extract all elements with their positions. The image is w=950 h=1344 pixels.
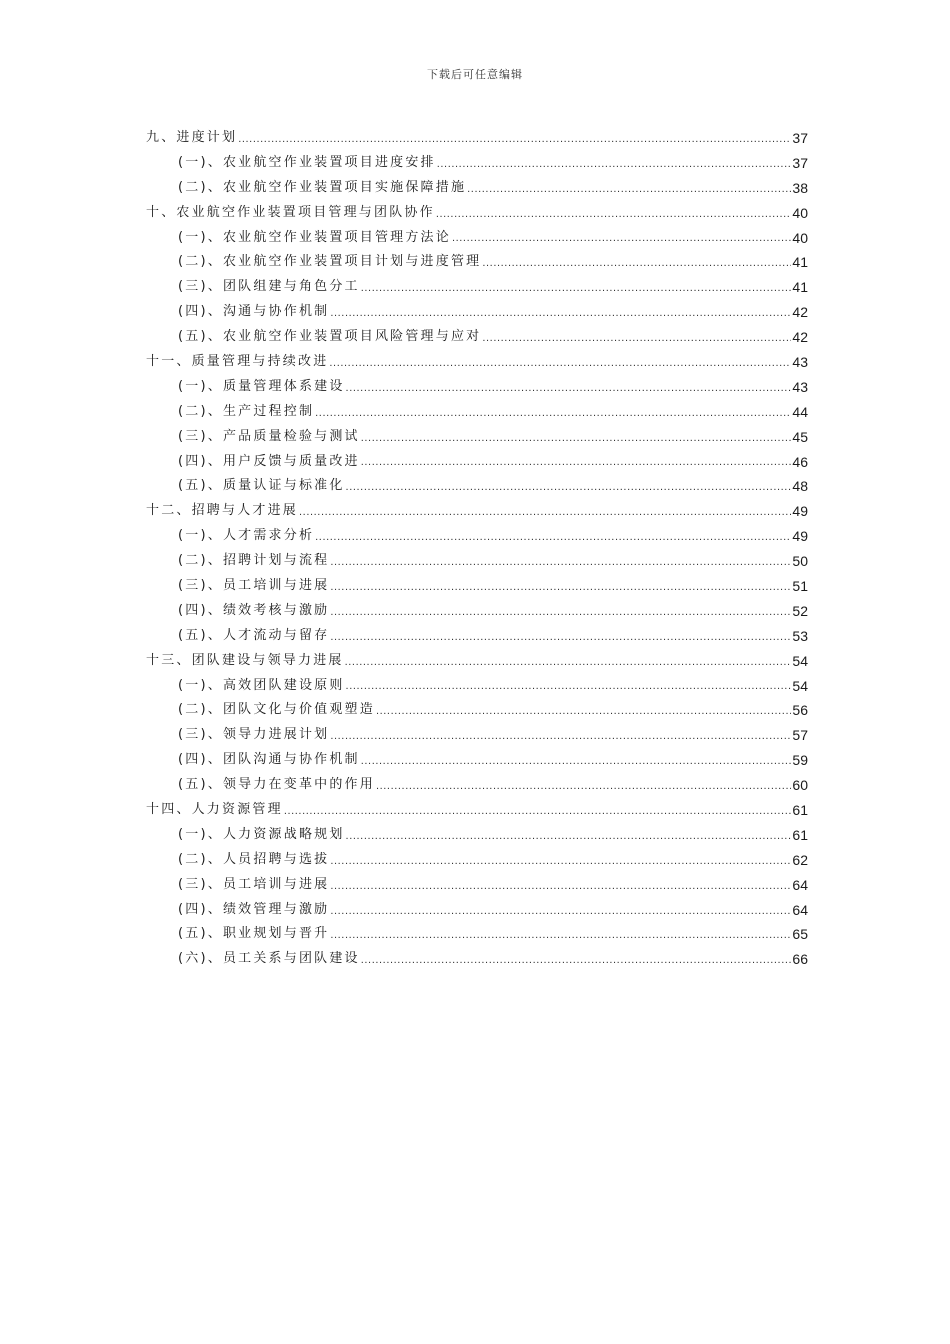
toc-section-entry[interactable]: [146, 773, 808, 798]
toc-dot-leader: [330, 599, 791, 624]
toc-dot-leader: [482, 250, 791, 275]
toc-chapter-entry[interactable]: [146, 499, 808, 524]
toc-page-number: 50: [792, 553, 808, 570]
toc-entry-title: (四)、绩效考核与激励: [178, 602, 330, 618]
toc-page-number: 48: [792, 478, 808, 495]
toc-section-entry[interactable]: [146, 674, 808, 699]
toc-page-number: 49: [792, 503, 808, 520]
toc-entry-title: (四)、团队沟通与协作机制: [178, 752, 360, 768]
toc-dot-leader: [436, 201, 792, 226]
toc-section-entry[interactable]: [146, 848, 808, 873]
toc-chapter-entry[interactable]: [146, 649, 808, 674]
toc-dot-leader: [482, 325, 791, 350]
toc-section-entry[interactable]: [146, 574, 808, 599]
toc-section-entry[interactable]: [146, 723, 808, 748]
toc-dot-leader: [346, 674, 792, 699]
toc-page-number: 54: [792, 677, 808, 694]
toc-page-number: 64: [792, 901, 808, 918]
toc-section-entry[interactable]: [146, 947, 808, 972]
toc-section-entry[interactable]: [146, 300, 808, 325]
toc-page-number: 38: [792, 179, 808, 196]
toc-entry-title: (一)、农业航空作业装置项目管理方法论: [178, 229, 451, 245]
toc-dot-leader: [346, 474, 792, 499]
toc-page-number: 43: [792, 378, 808, 395]
toc-section-entry[interactable]: [146, 226, 808, 251]
toc-entry-title: (二)、团队文化与价值观塑造: [178, 702, 375, 718]
toc-section-entry[interactable]: [146, 250, 808, 275]
toc-page-number: 45: [792, 428, 808, 445]
toc-entry-title: (五)、领导力在变革中的作用: [178, 777, 375, 793]
toc-dot-leader: [299, 499, 791, 524]
toc-dot-leader: [330, 300, 791, 325]
toc-dot-leader: [330, 549, 791, 574]
toc-entry-title: (三)、员工培训与进展: [178, 578, 330, 594]
toc-entry-title: (一)、人才需求分析: [178, 528, 315, 544]
toc-page-number: 64: [792, 876, 808, 893]
toc-page-number: 42: [792, 304, 808, 321]
toc-section-entry[interactable]: [146, 524, 808, 549]
toc-dot-leader: [315, 524, 791, 549]
toc-entry-title: (二)、招聘计划与流程: [178, 553, 330, 569]
toc-page-number: 56: [792, 702, 808, 719]
toc-chapter-entry[interactable]: [146, 350, 808, 375]
toc-chapter-entry[interactable]: [146, 201, 808, 226]
toc-dot-leader: [361, 947, 792, 972]
toc-dot-leader: [329, 350, 791, 375]
toc-section-entry[interactable]: [146, 549, 808, 574]
toc-page-number: 59: [792, 752, 808, 769]
toc-section-entry[interactable]: [146, 450, 808, 475]
toc-page-number: 49: [792, 528, 808, 545]
toc-dot-leader: [361, 450, 792, 475]
toc-page-number: 42: [792, 329, 808, 346]
toc-entry-title: (一)、质量管理体系建设: [178, 378, 345, 394]
toc-page-number: 65: [792, 926, 808, 943]
toc-dot-leader: [330, 723, 791, 748]
toc-entry-title: (一)、人力资源战略规划: [178, 826, 345, 842]
toc-entry-title: (二)、生产过程控制: [178, 403, 315, 419]
toc-section-entry[interactable]: [146, 176, 808, 201]
page-header-note: 下载后可任意编辑: [427, 68, 523, 81]
toc-entry-title: 十一、质量管理与持续改进: [146, 354, 329, 369]
toc-dot-leader: [437, 151, 792, 176]
toc-dot-leader: [238, 126, 791, 151]
toc-dot-leader: [330, 624, 791, 649]
toc-dot-leader: [330, 873, 791, 898]
toc-dot-leader: [346, 823, 792, 848]
toc-page-number: 46: [792, 453, 808, 470]
toc-entry-title: (六)、员工关系与团队建设: [178, 951, 360, 967]
toc-entry-title: (三)、产品质量检验与测试: [178, 428, 360, 444]
toc-section-entry[interactable]: [146, 599, 808, 624]
toc-dot-leader: [330, 923, 791, 948]
toc-section-entry[interactable]: [146, 823, 808, 848]
toc-page-number: 37: [792, 154, 808, 171]
toc-page-number: 40: [792, 204, 808, 221]
toc-section-entry[interactable]: [146, 474, 808, 499]
toc-entry-title: (五)、质量认证与标准化: [178, 478, 345, 494]
toc-entry-title: (五)、农业航空作业装置项目风险管理与应对: [178, 329, 482, 345]
toc-page-number: 40: [792, 229, 808, 246]
toc-dot-leader: [330, 848, 791, 873]
toc-page-number: 43: [792, 354, 808, 370]
toc-entry-title: (三)、领导力进展计划: [178, 727, 330, 743]
toc-section-entry[interactable]: [146, 624, 808, 649]
toc-section-entry[interactable]: [146, 748, 808, 773]
toc-entry-title: (三)、员工培训与进展: [178, 876, 330, 892]
toc-chapter-entry[interactable]: [146, 798, 808, 823]
toc-entry-title: (四)、用户反馈与质量改进: [178, 453, 360, 469]
toc-dot-leader: [376, 698, 791, 723]
toc-section-entry[interactable]: [146, 923, 808, 948]
toc-dot-leader: [330, 574, 791, 599]
toc-page-number: 41: [792, 254, 808, 271]
toc-section-entry[interactable]: [146, 898, 808, 923]
toc-page-number: 54: [792, 652, 808, 669]
toc-dot-leader: [467, 176, 791, 201]
toc-entry-title: 十三、团队建设与领导力进展: [146, 652, 344, 668]
toc-page-number: 41: [792, 279, 808, 296]
toc-entry-title: 十二、招聘与人才进展: [146, 503, 299, 519]
toc-page-number: 52: [792, 602, 808, 619]
toc-dot-leader: [330, 898, 791, 923]
toc-page-number: 61: [792, 802, 808, 819]
toc-dot-leader: [315, 400, 791, 425]
toc-dot-leader: [361, 425, 792, 450]
toc-entry-title: (五)、职业规划与晋升: [178, 926, 330, 942]
toc-entry-title: (四)、沟通与协作机制: [178, 304, 330, 320]
table-of-contents: [146, 126, 808, 972]
toc-section-entry[interactable]: [146, 375, 808, 400]
toc-entry-title: (二)、农业航空作业装置项目计划与进度管理: [178, 254, 482, 270]
toc-dot-leader: [345, 649, 792, 674]
toc-section-entry[interactable]: [146, 873, 808, 898]
toc-entry-title: (二)、农业航空作业装置项目实施保障措施: [178, 179, 467, 195]
toc-dot-leader: [361, 748, 792, 773]
toc-page-number: 44: [792, 403, 808, 420]
toc-chapter-entry[interactable]: [146, 126, 808, 151]
toc-entry-title: (一)、高效团队建设原则: [178, 677, 345, 693]
toc-page-number: 57: [792, 727, 808, 744]
toc-page-number: 53: [792, 627, 808, 644]
toc-entry-title: (二)、人员招聘与选拔: [178, 851, 330, 867]
toc-entry-title: (三)、团队组建与角色分工: [178, 279, 360, 295]
toc-dot-leader: [452, 226, 791, 251]
toc-entry-title: 十四、人力资源管理: [146, 802, 283, 818]
toc-page-number: 62: [792, 851, 808, 868]
toc-section-entry[interactable]: [146, 325, 808, 350]
toc-page-number: 37: [792, 129, 808, 146]
toc-dot-leader: [346, 375, 792, 400]
toc-dot-leader: [376, 773, 791, 798]
toc-page-number: 61: [792, 826, 808, 843]
toc-entry-title: (五)、人才流动与留存: [178, 627, 330, 643]
toc-section-entry[interactable]: [146, 275, 808, 300]
toc-section-entry[interactable]: [146, 425, 808, 450]
toc-entry-title: (四)、绩效管理与激励: [178, 901, 330, 917]
toc-page-number: 51: [792, 578, 808, 595]
toc-dot-leader: [361, 275, 792, 300]
toc-dot-leader: [284, 798, 792, 823]
toc-entry-title: 九、进度计划: [146, 129, 238, 145]
toc-section-entry[interactable]: [146, 698, 808, 723]
toc-entry-title: 十、农业航空作业装置项目管理与团队协作: [146, 204, 435, 220]
toc-section-entry[interactable]: [146, 151, 808, 176]
toc-entry-title: (一)、农业航空作业装置项目进度安排: [178, 154, 436, 170]
toc-page-number: 60: [792, 777, 808, 794]
toc-section-entry[interactable]: [146, 400, 808, 425]
toc-page-number: 66: [792, 951, 808, 968]
